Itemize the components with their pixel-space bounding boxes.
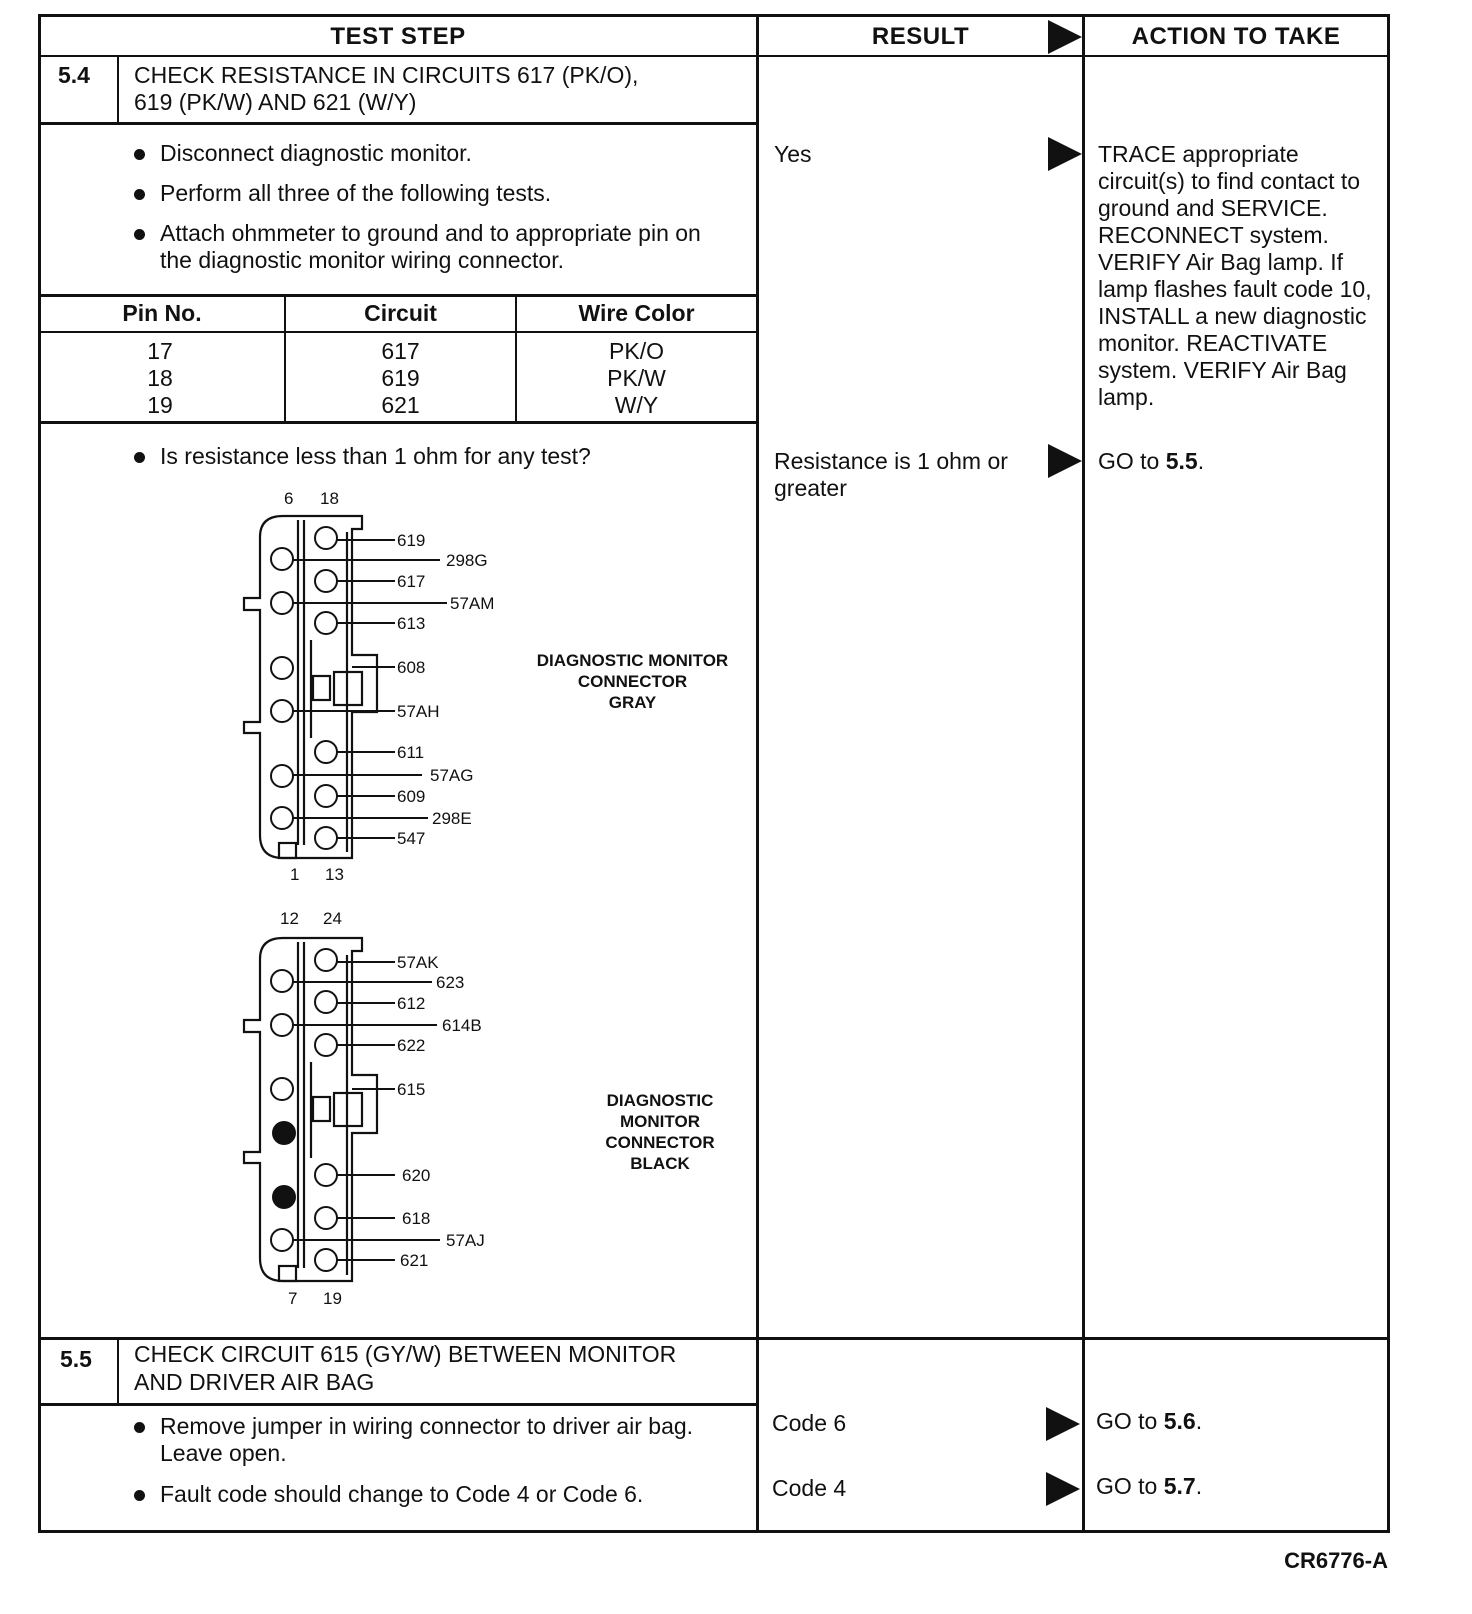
header-arrow-icon [1048,20,1082,54]
gray-wire-label: 547 [397,829,426,848]
black-wire-label: 622 [397,1036,426,1055]
gray-bottom-number: 1 [290,865,300,884]
result-arrow-icon [1048,137,1082,171]
bullet-dot-icon [134,452,145,463]
gray-wire-label: 609 [397,787,426,806]
step-5-5-divider [38,1337,1390,1340]
gray-wire-label: 611 [397,743,425,762]
step-5-4-title-line1: CHECK RESISTANCE IN CIRCUITS 617 (PK/O), [134,62,639,88]
result-arrow-icon [1046,1407,1080,1441]
pin-table-header: Pin No. [122,300,202,326]
result-arrow-icon [1046,1472,1080,1506]
gray-bottom-number: 13 [325,865,344,884]
pin-table-top [38,294,758,297]
gray-wire-label: 613 [397,614,426,633]
gray-top-number: 6 [284,489,294,508]
pin-table-cell: 19 [147,392,173,418]
black-wire-label: 57AK [397,953,439,972]
result-yes: Yes [774,141,812,167]
result-resistance-greater: Resistance is 1 ohm or greater [774,448,1008,501]
step-5-5-title-line2: AND DRIVER AIR BAG [134,1369,375,1395]
gray-wire-label: 298E [432,809,472,828]
black-wire-label: 620 [402,1166,431,1185]
frame-left [38,14,41,1533]
black-bottom-number: 7 [288,1289,298,1308]
pin-table-header-bottom [38,331,758,333]
action-go-to-5-7: GO to 5.7. [1096,1473,1203,1499]
bullet-dot-icon [134,149,145,160]
result-code-6: Code 6 [772,1410,847,1436]
black-connector-caption: DIAGNOSTIC MONITOR CONNECTOR BLACK [605,1091,715,1173]
step-5-5-number: 5.5 [60,1346,92,1372]
step-5-5-number-divider [117,1339,119,1405]
bullet-dot-icon [134,1422,145,1433]
col-divider-result-action [1082,14,1085,1533]
gray-wire-label: 57AG [430,766,474,785]
pin-table-cell: PK/O [609,338,664,364]
step-5-4-number-divider [117,56,119,123]
header-test-step: TEST STEP [330,23,466,50]
action-go-to-5-6: GO to 5.6. [1096,1408,1203,1434]
header-result: RESULT [871,23,970,50]
step-5-5-bullet: Fault code should change to Code 4 or Code 6. [134,1481,734,1508]
step-5-5-title-line1: CHECK CIRCUIT 615 (GY/W) BETWEEN MONITOR [134,1341,677,1367]
gray-wire-label: 608 [397,658,426,677]
pin-table-cell: 617 [381,338,420,364]
gray-wire-label: 298G [446,551,488,570]
frame-right [1387,14,1390,1533]
pin-table-bottom [38,421,758,424]
step-5-5-title-bottom [38,1403,758,1406]
bullet-dot-icon [134,1490,145,1501]
gray-wire-label: 57AH [397,702,440,721]
frame-top [38,14,1390,17]
black-wire-label: 57AJ [446,1231,485,1250]
black-wire-label: 621 [400,1251,429,1270]
bullet-dot-icon [134,229,145,240]
step-5-4-bullet: Attach ohmmeter to ground and to appropriate pin on the diagnostic monitor wiring connector. [134,220,734,274]
black-wire-label: 618 [402,1209,431,1228]
step-5-4-bullet: Disconnect diagnostic monitor. [134,140,734,167]
gray-top-number: 18 [320,489,339,508]
gray-wire-label: 619 [397,531,426,550]
gray-wire-label: 57AM [450,594,495,613]
action-trace: TRACE appropriate circuit(s) to find contact to ground and SERVICE. RECONNECT system. VERIFY Air Bag lamp. If lamp flashes fault code 10, INSTALL a new diagnostic monitor. REACTIVATE system. VERIFY Air Bag lamp. [1098,141,1372,410]
black-wire-label: 615 [397,1080,426,1099]
step-5-4-number: 5.4 [58,62,90,88]
gray-connector-caption: DIAGNOSTIC MONITOR CONNECTOR GRAY [536,651,729,712]
black-wire-label: 623 [436,973,465,992]
result-code-4: Code 4 [772,1475,847,1501]
pin-table-cell: 18 [147,365,173,391]
step-5-4-question: Is resistance less than 1 ohm for any test? [134,443,734,470]
gray-wire-label: 617 [397,572,426,591]
step-5-5-bullet: Remove jumper in wiring connector to driver air bag. Leave open. [134,1413,694,1467]
header-action: ACTION TO TAKE [1131,23,1341,50]
result-arrow-icon [1048,444,1082,478]
pin-table-cell: 619 [381,365,420,391]
pin-table-cell: W/Y [614,392,659,418]
bullet-dot-icon [134,189,145,200]
pin-table-cell: PK/W [607,365,666,391]
black-wire-label: 612 [397,994,426,1013]
black-top-number: 24 [323,909,342,928]
step-5-4-title-line2: 619 (PK/W) AND 621 (W/Y) [134,89,417,115]
pin-table-header: Wire Color [578,300,695,326]
pin-table-cell: 17 [147,338,173,364]
black-connector-diagram [230,905,520,1325]
black-wire-label: 614B [442,1016,482,1035]
figure-id: CR6776-A [1284,1548,1388,1573]
pin-table-header: Circuit [364,300,437,326]
step-5-4-title-bottom [38,122,758,125]
black-bottom-number: 19 [323,1289,342,1308]
black-top-number: 12 [280,909,299,928]
frame-bottom [38,1530,1390,1533]
pin-table-cell: 621 [381,392,420,418]
col-divider-test-result [756,14,759,1533]
action-go-to-5-5: GO to 5.5. [1098,448,1205,474]
step-5-4-bullet: Perform all three of the following tests. [134,180,734,207]
gray-connector-diagram [230,485,520,895]
